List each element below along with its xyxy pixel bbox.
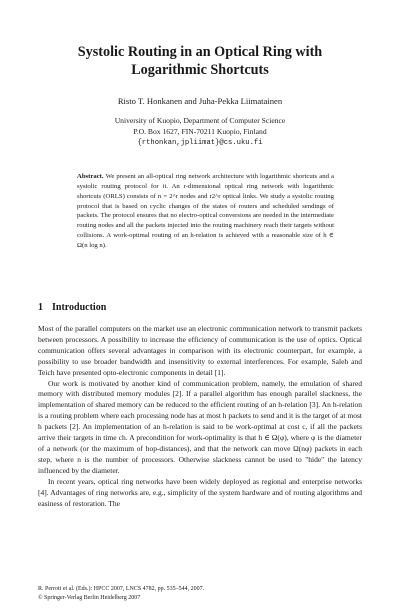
abstract-text: We present an all-optical ring network architecture with logarithmic shortcuts and a systolic routing protocol for it. An r-dimensional optical ring network with logarithmic shortcuts (ORLS) consists of n = 2^r nodes and r2^r optical links. We study a systolic routing protocol that is based on cyclic changes of the states of routers and scheduled sendings of packets. The protocol ensures that no electro-optical conversions are needed in the intermediate routing nodes and all the packets injected into the routing machinery reach their targets without collisions. A work-optimal routing of an h-relation is achieved with a reasonable size of h ∈ Ω(n log n). (77, 173, 334, 249)
section-title: Introduction (52, 302, 107, 313)
affiliation-line-2: P.O. Box 1627, FIN-70211 Kuopio, Finland (133, 126, 267, 136)
affiliation (40, 116, 360, 149)
section-heading (38, 302, 106, 313)
paper-title (40, 44, 360, 79)
author-emails: {rthonkan,jpliimat}@cs.uku.fi (137, 139, 263, 147)
title-line-1: Systolic Routing in an Optical Ring with (77, 44, 323, 60)
affiliation-line-1: University of Kuopio, Department of Computer Science (114, 116, 286, 125)
paragraph-1: Most of the parallel computers on the market use an electronic communication network to transmit packets between processors. A possibility to increase the efficiency of communication is the use of optics. Optical communication offers several advantages in comparison with its electronic counterpart, for example, a possibility to use broader bandwidth and insensitivity to external interferences. For example, Saleh and Teich have presented opto-electronic components in detail [1]. (38, 324, 362, 377)
section-number: 1 (38, 302, 43, 313)
paragraph-2: Our work is motivated by another kind of communication problem, namely, the emulation of shared memory with distributed memory modules [2]. If a parallel algorithm has enough parallel slackness, the implementation of shared memory can be reduced to the efficient routing of an h-relation [3]. An h-relation is a routing problem where each processing node has at most h packets to send and it is the target of at most h packets [2]. An implementation of an h-relation is said to be work-optimal at cost c, if all the packets arrive their targets in time ch. A precondition for work-optimality is that h ∈ Ω(φ), where φ is the diameter of a network (or the maximum of hop-distances), and that the network can move Ω(nφ) packets in each step, where n is the number of processors. Otherwise slackness cannot be used to "hide" the latency influenced by the diameter. (38, 378, 362, 475)
body-text (38, 324, 362, 509)
footnote (38, 585, 204, 602)
authors: Risto T. Honkanen and Juha-Pekka Liimatainen (117, 96, 283, 106)
abstract-label: Abstract. (77, 173, 104, 180)
paragraph-3: In recent years, optical ring networks have been widely deployed as regional and enterprise networks [4]. Advantages of ring networks are, e.g., simplicity of the system hardware and of routing algorithms and easiness of restoration. The (38, 476, 362, 508)
abstract (77, 172, 334, 251)
footnote-line-1: R. Perrott et al. (Eds.): HPCC 2007, LNCS 4782, pp. 535–544, 2007. (38, 586, 205, 592)
title-line-2: Logarithmic Shortcuts (131, 61, 269, 78)
footnote-line-2: © Springer-Verlag Berlin Heidelberg 2007 (38, 594, 141, 601)
